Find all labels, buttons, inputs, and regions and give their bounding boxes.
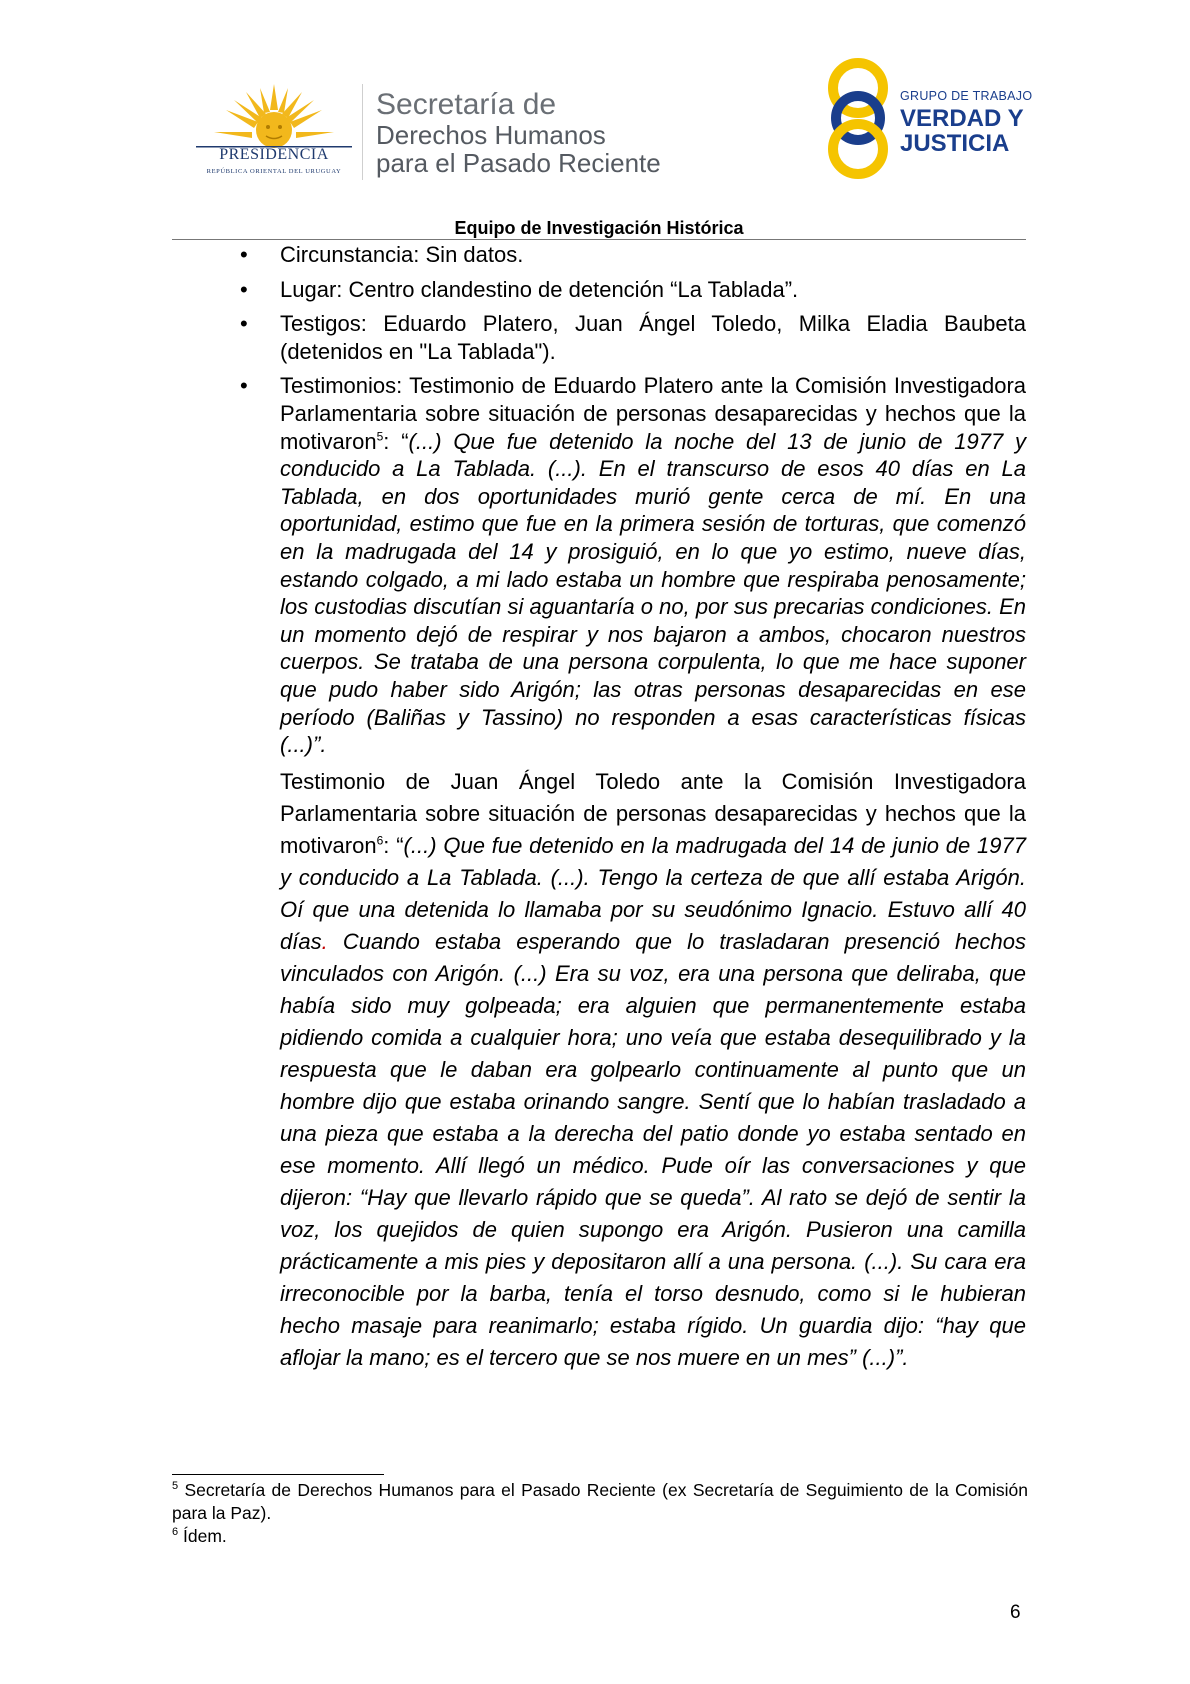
grupo-line-2: VERDAD Y: [900, 104, 1024, 132]
bullet-testigos: [240, 310, 1026, 365]
toledo-quote-a: (...) Que fue detenido en la madrugada del 14 de junio de 1977 y conducido a La Tablada. (...). Tengo la certeza de que allí estaba Arigón. Oí que una detenida lo llamaba por su seudónimo Ignacio. Estuvo allí 40 días: [280, 832, 1026, 954]
bullet-list: [240, 241, 1026, 759]
footnote-5-num: 5: [172, 1480, 179, 1493]
testimonios-sep: : “: [383, 428, 409, 454]
bullet-testimonios: [240, 372, 1026, 758]
secretaria-line-1: Secretaría de: [376, 88, 557, 121]
grupo-title: [900, 90, 1032, 156]
bullet-circunstancia: [240, 241, 1026, 269]
secretaria-line-3: para el Pasado Reciente: [376, 148, 661, 178]
secretaria-line-2: Derechos Humanos: [376, 120, 606, 150]
page-number: 6: [1010, 1602, 1021, 1623]
toledo-red-dot: .: [321, 928, 328, 954]
circunstancia-text: Circunstancia: Sin datos.: [280, 242, 524, 267]
document-body: [240, 241, 1026, 1374]
footnote-5-text: Secretaría de Derechos Humanos para el Pasado Reciente (ex Secretaría de Seguimiento de la Comisión para la Paz).: [172, 1480, 1028, 1523]
secretaria-title: [376, 90, 661, 176]
grupo-rings-logo-icon: [820, 56, 896, 180]
footnote-ref-5[interactable]: 5: [376, 429, 384, 444]
testimonios-label: Testimonios: Testimonio de Eduardo Platero ante la Comisión Investigadora Parlamentaria sobre situación de personas desaparecidas y hechos que la motivaron: [280, 373, 1026, 454]
presidencia-name: PRESIDENCIA: [219, 146, 329, 163]
bullet-lugar: [240, 276, 1026, 304]
lugar-text: Lugar: Centro clandestino de detención “La Tablada”.: [280, 276, 799, 302]
footnote-6-text: Ídem.: [178, 1526, 227, 1546]
footnote-6: [172, 1525, 1028, 1548]
grupo-line-3: JUSTICIA: [900, 129, 1010, 157]
footnotes: [172, 1479, 1028, 1548]
grupo-line-1: GRUPO DE TRABAJO: [900, 89, 1033, 103]
sun-emblem-icon: [196, 80, 352, 150]
platero-quote: (...) Que fue detenido la noche del 13 de junio de 1977 y conducido a La Tablada. (...). En el transcurso de esos 40 días en La Tablada, en dos oportunidades murió gente cerca de mí. En una oportunidad, estimo que fue en la primera sesión de torturas, que comenzó en la madrugada del 14 y prosiguió, en lo que yo estimo, nueve días, estando colgado, a mi lado estaba un hombre que respiraba penosamente; los custodias discutían si aguantaría o no, por sus precarias condiciones. En un momento dejó de respirar y nos bajaron a ambos, chocaron nuestros cuerpos. Se trataba de una persona corpulenta, lo que me hace suponer que pudo haber sido Arigón; las otras personas desaparecidas en ese período (Baliñas y Tassino) no responden a esas características físicas (...)”.: [280, 428, 1026, 758]
team-title: Equipo de Investigación Histórica: [454, 218, 744, 238]
header-divider: [362, 84, 363, 180]
footnote-5: [172, 1479, 1028, 1525]
footnote-6-num: 6: [172, 1526, 179, 1539]
toledo-quote-b: Cuando estaba esperando que lo trasladaran presenció hechos vinculados con Arigón. (...) Era su voz, era una persona que deliraba, que había sido muy golpeada; era alguien que permanentemente estaba pidiendo comida a cualquier hora; uno veía que estaba desequilibrado y la respuesta que le daban era golpearlo continuamente al punto que un hombre dijo que estaba orinando sangre. Sentí que lo habían trasladado a una pieza que estaba a la derecha del patio donde yo estaba sentado en ese momento. Allí llegó un médico. Pude oír las conversaciones y que dijeron: “Hay que llevarlo rápido que se queda”. Al rato se dejó de sentir la voz, los quejidos de quien supongo era Arigón. Pusieron una camilla prácticamente a mis pies y depositaron allí a una persona. (...). Su cara era irreconocible por la barba, tenía el torso desnudo, como si le hubieran hecho masaje para reanimarlo; estaba rígido. Un guardia dijo: “hay que aflojar la mano; es el tercero que se nos muere en un mes” (...)”.: [280, 928, 1026, 1370]
testigos-text: Testigos: Eduardo Platero, Juan Ángel Toledo, Milka Eladia Baubeta (detenidos en "La Tablada").: [280, 311, 1026, 364]
presidencia-logo: [196, 80, 352, 180]
toledo-sep: : “: [383, 832, 404, 858]
header-rule: [172, 239, 1026, 240]
footnote-rule: [172, 1474, 384, 1475]
footnote-ref-6[interactable]: 6: [376, 833, 384, 848]
presidencia-subtitle: REPÚBLICA ORIENTAL DEL URUGUAY: [206, 168, 342, 175]
toledo-label: Testimonio de Juan Ángel Toledo ante la Comisión Investigadora Parlamentaria sobre situación de personas desaparecidas y hechos que la motivaron: [280, 768, 1026, 858]
toledo-paragraph: [240, 766, 1026, 1374]
